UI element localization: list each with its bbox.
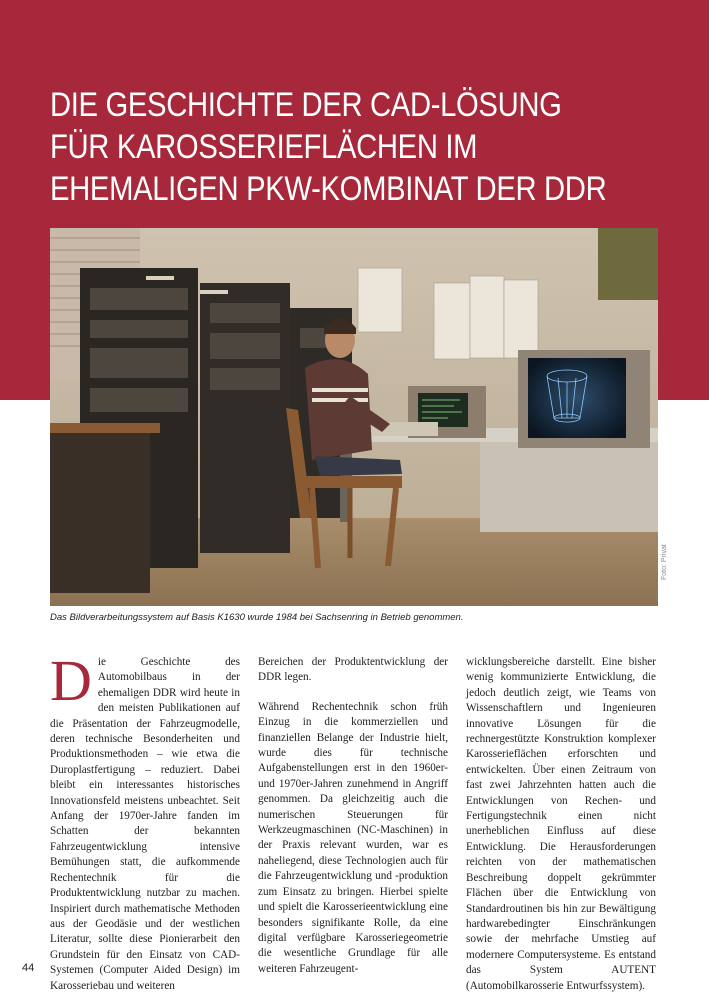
photo-credit: Foto: Privat <box>661 544 668 580</box>
photo-caption: Das Bildverarbeitungssystem auf Basis K1630 wurde 1984 bei Sachsenring in Betrieb genommen. <box>50 612 464 623</box>
article-paragraph: wicklungsbereiche darstellt. Eine bisher wenig kommunizierte Entwicklung, die jedoch deutlich zeigt, wie Teams von Wissenschaftlern und Ingenieuren innovative Lösungen für die rechnergestützte Konstruktion komplexer Karosserieflächen erforschten und entwickelten. Über einen Zeitraum von fast zwei Jahrzehnten hatten auch die Entwicklungen von Rechen- und Fertigungstechnik einen nicht unerheblichen Einfluss auf diese Entwicklung. Die Herausforderungen reichten von der mathematischen Beschreibung doppelt gekrümmter Flächen über die Entwicklung von Standardroutinen bis hin zur Bewältigung hardwarebedingter Einschränkungen sowie der mehrfache Umstieg auf modernere Computersysteme. Es entstand das System AUTENT (Automobilkarosserie Entwurfssystem). <box>466 656 656 992</box>
article-photo <box>50 228 658 606</box>
article-column-1 <box>50 648 240 994</box>
article-paragraph: Bereichen der Produktentwicklung der DDR legen. <box>258 656 448 684</box>
page-number: 44 <box>22 962 35 974</box>
article-paragraph: Während Rechentechnik schon früh Einzug in die kommerziellen und finanziellen Belange der Industrie hielt, wurde dies für technische Aufgabenstellungen erst in den 1960er- und 1970er-Jahren zunehmend in Angriff genommen. Da gleichzeitig auch die numerischen Steuerungen für Werkzeugmaschinen (NC-Maschinen) in der Praxis relevant wurden, war es naheliegend, diese Technologien auch für die Fahrzeugentwicklung und -produktion zum Einsatz zu bringen. Hierbei spielte und spielt die Karosserieentwicklung eine besonders signifikante Rolle, da eine digital verfügbare Karosseriegeometrie die wesentliche Grundlage für alle weiteren Fahrzeugent- <box>258 700 448 975</box>
article-title <box>50 84 607 210</box>
drop-cap: D <box>50 648 92 713</box>
article-column-2 <box>258 655 448 977</box>
article-paragraph: ie Geschichte des Automobilbaus in der ehemaligen DDR wird heute in den meisten Publikationen auf die Präsentation der Fahrzeugmodelle, deren technische Besonderheiten und Produktionsmethoden – wie etwa die Duroplastfertigung – reduziert. Dabei bleibt ein interessantes historisches Innovationsfeld meistens unbeachtet. Seit Anfang der 1970er-Jahre fanden im Schatten der bekannten Fahrzeugentwicklung intensive Bemühungen statt, die aufkommende Rechentechnik für die Produktentwicklung nutzbar zu machen. Inspiriert durch mathematische Methoden aus der Geodäsie und der westlichen Literatur, sollte diese Pionierarbeit den Grundstein für den Einsatz von CAD-Systemen (Computer Aided Design) im Karosseriebau und weiteren <box>50 656 240 992</box>
photo-illustration <box>50 228 658 606</box>
title-line: EHEMALIGEN PKW-KOMBINAT DER DDR <box>50 170 607 208</box>
article-column-3 <box>466 655 656 994</box>
title-line: DIE GESCHICHTE DER CAD-LÖSUNG <box>50 86 562 124</box>
title-line: FÜR KAROSSERIEFLÄCHEN IM <box>50 128 478 166</box>
